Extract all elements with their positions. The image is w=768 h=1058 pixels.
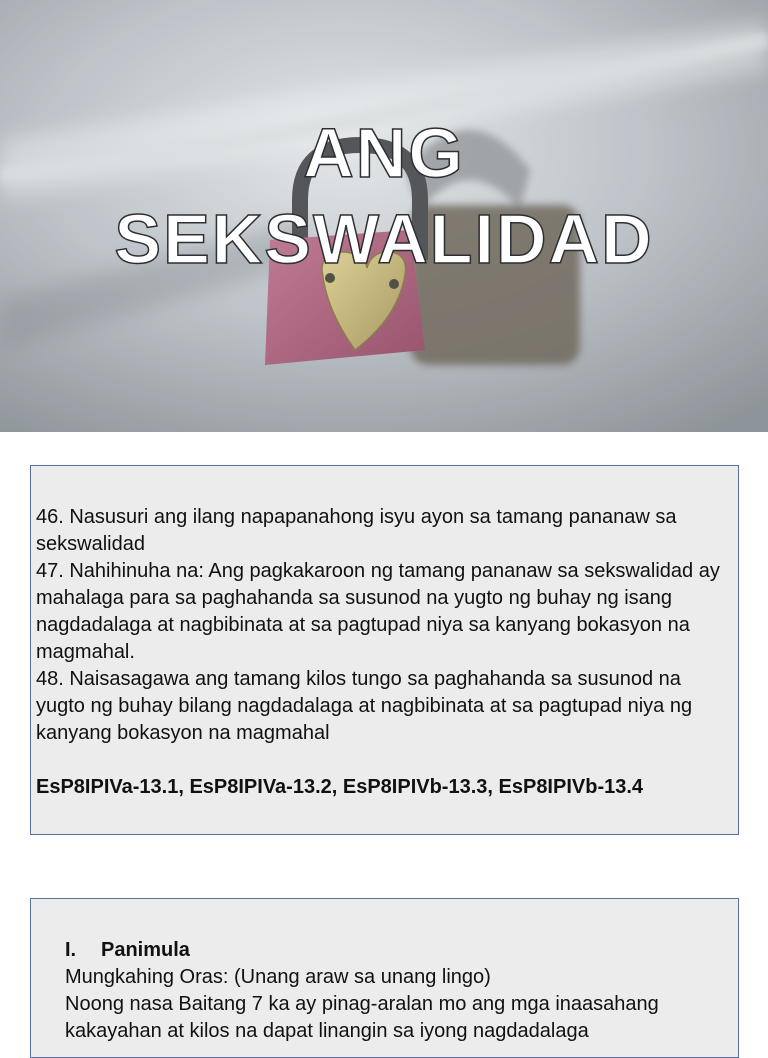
objective-47: 47. Nahihinuha na: Ang pagkakaroon ng tamang pananaw sa sekswalidad ay mahalaga para sa paghahanda sa susunod na yugto ng buhay ng isang nagdadalaga at nagbibinata at sa pagtupad niya sa kanyang bokasyon na magmahal. — [36, 560, 720, 663]
cover-title-line2: SEKSWALIDAD — [114, 200, 654, 278]
cover-title-line1: ANG — [303, 114, 465, 192]
objective-46: 46. Nasusuri ang ilang napapanahong isyu ayon sa tamang pananaw sa sekswalidad — [36, 506, 677, 555]
objective-48: 48. Naisasagawa ang tamang kilos tungo sa paghahanda sa susunod na yugto ng buhay bilang nagdadalaga at nagbibinata at sa pagtupad niya ng kanyang bokasyon na magmahal — [36, 668, 693, 744]
section-title: Panimula — [101, 939, 190, 961]
objectives-box — [30, 465, 739, 835]
section-heading — [65, 937, 730, 964]
competency-codes: EsP8IPIVa-13.1, EsP8IPIVa-13.2, EsP8IPIVb-13.3, EsP8IPIVb-13.4 — [36, 776, 644, 798]
intro-paragraph-line2: kakayahan at kilos na dapat linangin sa iyong nagdadalaga — [65, 1020, 589, 1042]
section-number: I. — [65, 939, 77, 961]
cover-title — [0, 110, 768, 282]
cover-image — [0, 0, 768, 432]
intro-paragraph-line1: Noong nasa Baitang 7 ka ay pinag-aralan mo ang mga inaasahang — [65, 993, 659, 1015]
intro-box — [30, 898, 739, 1058]
suggested-time: Mungkahing Oras: (Unang araw sa unang lingo) — [65, 966, 491, 988]
